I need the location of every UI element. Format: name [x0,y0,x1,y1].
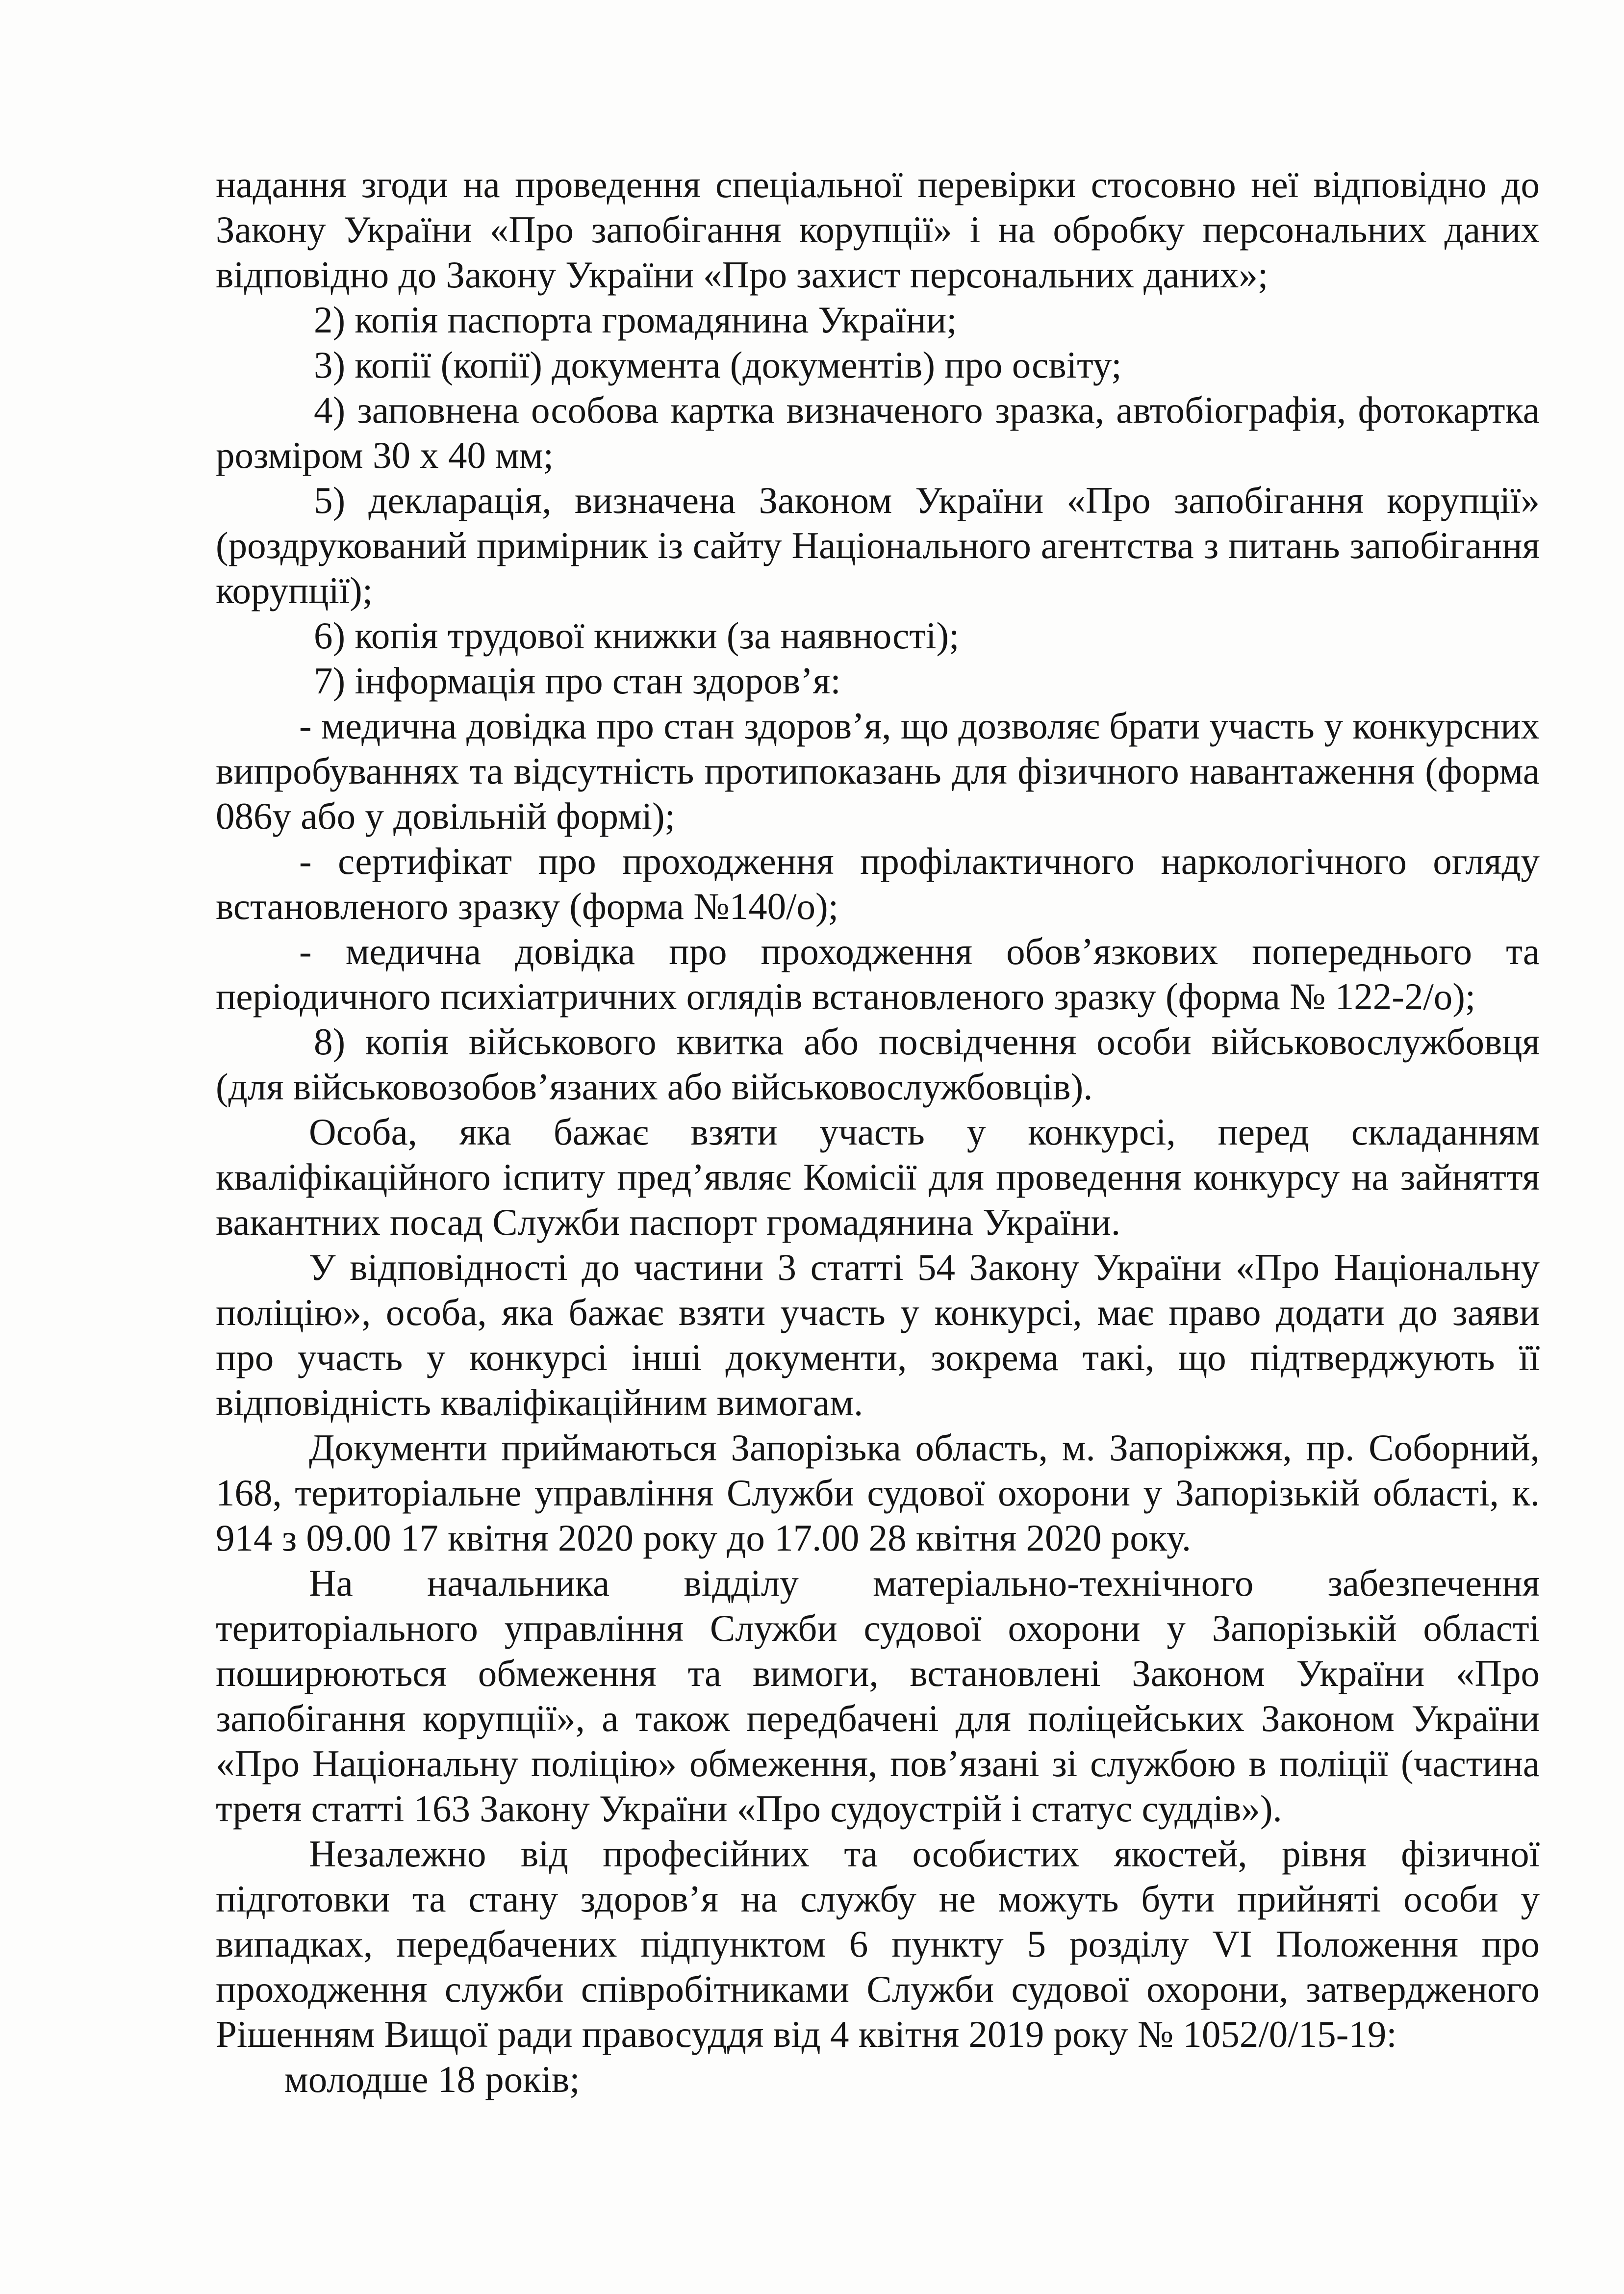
list-item-8: 8) копія військового квитка або посвідчення особи військовослужбовця (для військовозобов’язаних або військовослужбовців). [216,1020,1540,1108]
list-item-3: 3) копії (копії) документа (документів) про освіту; [314,344,1122,386]
document-body [216,162,1540,2102]
health-subitem-2: - сертифікат про проходження профілактичного наркологічного огляду встановленого зразку (форма №140/о); [216,840,1540,927]
list-item-7: 7) інформація про стан здоров’я: [314,660,841,702]
age-condition: молодше 18 років; [284,2058,580,2100]
eligibility-paragraph: Незалежно від професійних та особистих якостей, рівня фізичної підготовки та стану здоров’я на службу не можуть бути прийняті особи у випадках, передбачених підпунктом 6 пункту 5 розділу VI Положення про проходження служби співробітниками Служби судової охорони, затвердженого Рішенням Вищої ради правосуддя від 4 квітня 2019 року № 1052/0/15-19: [216,1833,1540,2055]
health-subitem-1: - медична довідка про стан здоров’я, що дозволяє брати участь у конкурсних випробуваннях та відсутність протипоказань для фізичного навантаження (форма 086у або у довільній формі); [216,705,1540,837]
list-item-5: 5) декларація, визначена Законом України «Про запобігання корупції» (роздрукований примірник із сайту Національного агентства з питань запобігання корупції); [216,479,1540,612]
list-item-4: 4) заповнена особова картка визначеного зразка, автобіографія, фотокартка розміром 30 х 40 мм; [216,389,1540,476]
restrictions-paragraph: На начальника відділу матеріально-технічного забезпечення територіального управління Служби судової охорони у Запорізькій області поширюються обмеження та вимоги, встановлені Законом України «Про запобігання корупції», а також передбачені для поліцейських Законом України «Про Національну поліцію» обмеження, пов’язані зі службою в поліції (частина третя статті 163 Закону України «Про судоустрій і статус суддів»). [216,1562,1540,1830]
list-item-6: 6) копія трудової книжки (за наявності); [314,614,960,657]
health-subitem-3: - медична довідка про проходження обов’язкових попереднього та періодичного психіатричних оглядів встановленого зразку (форма № 122-2/о); [216,930,1540,1018]
consent-paragraph: надання згоди на проведення спеціальної перевірки стосовно неї відповідно до Закону України «Про запобігання корупції» і на обробку персональних даних відповідно до Закону України «Про захист персональних даних»; [216,163,1540,296]
list-item-2: 2) копія паспорта громадянина України; [314,299,957,341]
submission-paragraph: Документи приймаються Запорізька область, м. Запоріжжя, пр. Соборний, 168, територіальне управління Служби судової охорони у Запорізькій області, к. 914 з 09.00 17 квітня 2020 року до 17.00 28 квітня 2020 року. [216,1427,1540,1559]
passport-paragraph: Особа, яка бажає взяти участь у конкурсі, перед складанням кваліфікаційного іспиту пред’являє Комісії для проведення конкурсу на зайняття вакантних посад Служби паспорт громадянина України. [216,1111,1540,1243]
additional-documents-paragraph: У відповідності до частини 3 статті 54 Закону України «Про Національну поліцію», особа, яка бажає взяти участь у конкурсі, має право додати до заяви про участь у конкурсі інші документи, зокрема такі, що підтверджують її відповідність кваліфікаційним вимогам. [216,1246,1540,1424]
